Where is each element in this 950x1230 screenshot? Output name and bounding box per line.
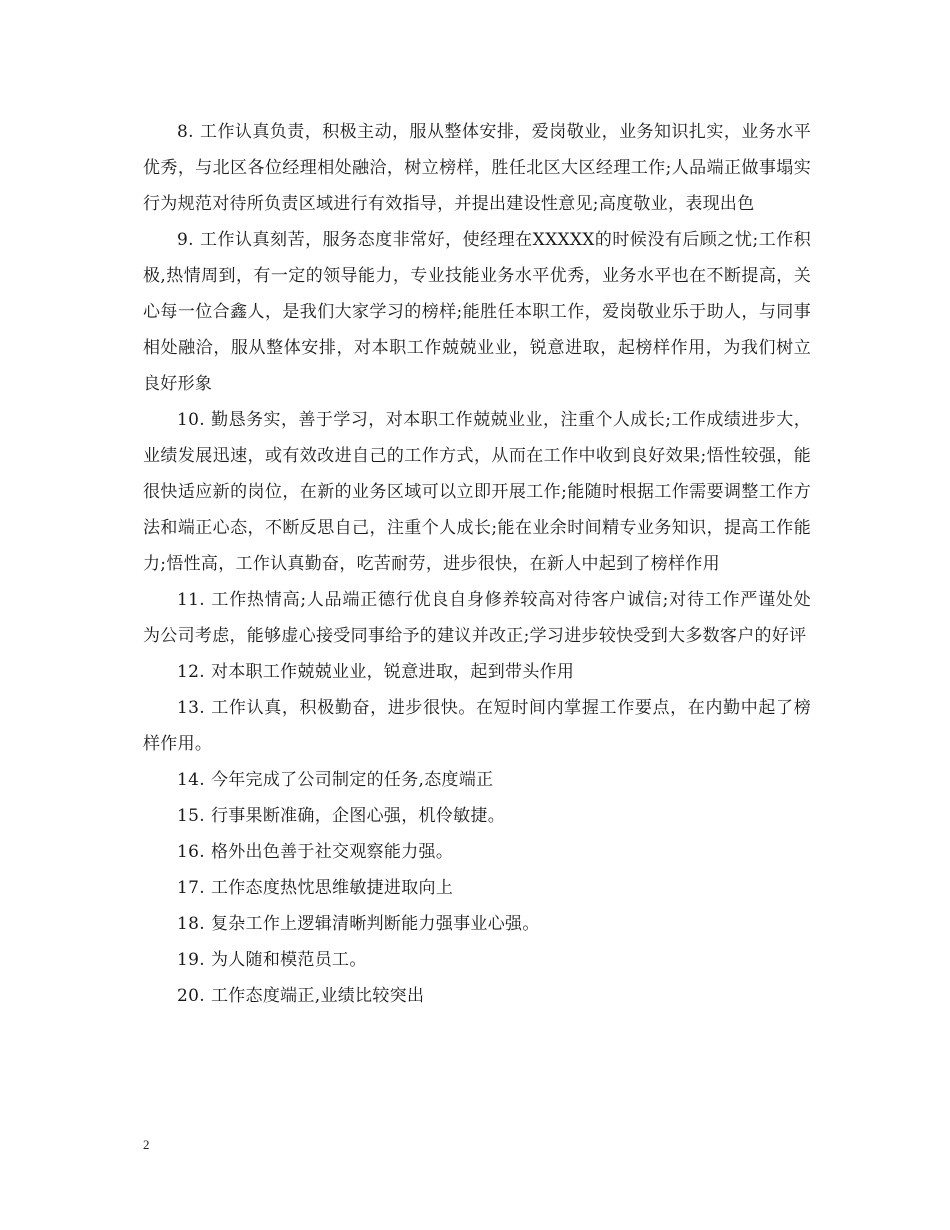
item-text: 工作态度热忱思维敏捷进取向上	[210, 878, 454, 898]
list-item-16	[143, 834, 811, 870]
item-text: 工作认真刻苦，服务态度非常好，使经理在XXXXX的时候没有后顾之忧;工作积极,热情周到，有一定的领导能力，专业技能业务水平优秀，业务水平也在不断提高，关心每一位合鑫人，是我们大家学习的榜样;能胜任本职工作，爱岗敬业乐于助人，与同事相处融洽，服从整体安排，对本职工作兢兢业业，锐意进取，起榜样作用，为我们树立良好形象	[143, 230, 811, 394]
list-item-10	[143, 402, 811, 582]
item-text: 今年完成了公司制定的任务,态度端正	[210, 770, 494, 790]
item-number: 9.	[177, 230, 194, 250]
list-item-20	[143, 978, 811, 1014]
list-item-15	[143, 798, 811, 834]
list-item-9	[143, 222, 811, 402]
list-item-18	[143, 906, 811, 942]
item-number: 20.	[177, 986, 205, 1006]
item-text: 复杂工作上逻辑清晰判断能力强事业心强。	[210, 914, 540, 934]
list-item-12	[143, 654, 811, 690]
page-number: 2	[143, 1137, 150, 1152]
document-body	[143, 114, 811, 1014]
list-item-14	[143, 762, 811, 798]
list-item-8	[143, 114, 811, 222]
item-text: 为人随和模范员工。	[210, 950, 367, 970]
list-item-13	[143, 690, 811, 762]
item-number: 15.	[177, 806, 205, 826]
item-text: 对本职工作兢兢业业，锐意进取，起到带头作用	[210, 662, 575, 682]
item-text: 勤恳务实，善于学习，对本职工作兢兢业业，注重个人成长;工作成绩进步大，业绩发展迅速，或有效改进自己的工作方式，从而在工作中收到良好效果;悟性较强，能很快适应新的岗位，在新的业务区域可以立即开展工作;能随时根据工作需要调整工作方法和端正心态，不断反思自己，注重个人成长;能在业余时间精专业务知识，提高工作能力;悟性高，工作认真勤奋，吃苦耐劳，进步很快，在新人中起到了榜样作用	[143, 410, 811, 574]
list-item-17	[143, 870, 811, 906]
item-text: 工作热情高;人品端正德行优良自身修养较高对待客户诚信;对待工作严谨处处为公司考虑，能够虚心接受同事给予的建议并改正;学习进步较快受到大多数客户的好评	[143, 590, 811, 646]
item-number: 13.	[177, 698, 205, 718]
item-number: 16.	[177, 842, 205, 862]
item-number: 19.	[177, 950, 205, 970]
item-number: 8.	[177, 122, 194, 142]
item-number: 18.	[177, 914, 205, 934]
item-number: 17.	[177, 878, 205, 898]
item-number: 14.	[177, 770, 205, 790]
item-text: 工作认真负责，积极主动，服从整体安排，爱岗敬业，业务知识扎实，业务水平优秀，与北区各位经理相处融洽，树立榜样，胜任北区大区经理工作;人品端正做事塌实行为规范对待所负责区域进行有效指导，并提出建设性意见;高度敬业，表现出色	[143, 122, 811, 214]
item-number: 12.	[177, 662, 205, 682]
item-text: 格外出色善于社交观察能力强。	[210, 842, 454, 862]
item-number: 11.	[177, 590, 205, 610]
item-text: 工作认真，积极勤奋，进步很快。在短时间内掌握工作要点，在内勤中起了榜样作用。	[143, 698, 811, 754]
list-item-19	[143, 942, 811, 978]
item-number: 10.	[177, 410, 205, 430]
list-item-11	[143, 582, 811, 654]
item-text: 行事果断准确，企图心强，机伶敏捷。	[210, 806, 506, 826]
item-text: 工作态度端正,业绩比较突出	[210, 986, 425, 1006]
